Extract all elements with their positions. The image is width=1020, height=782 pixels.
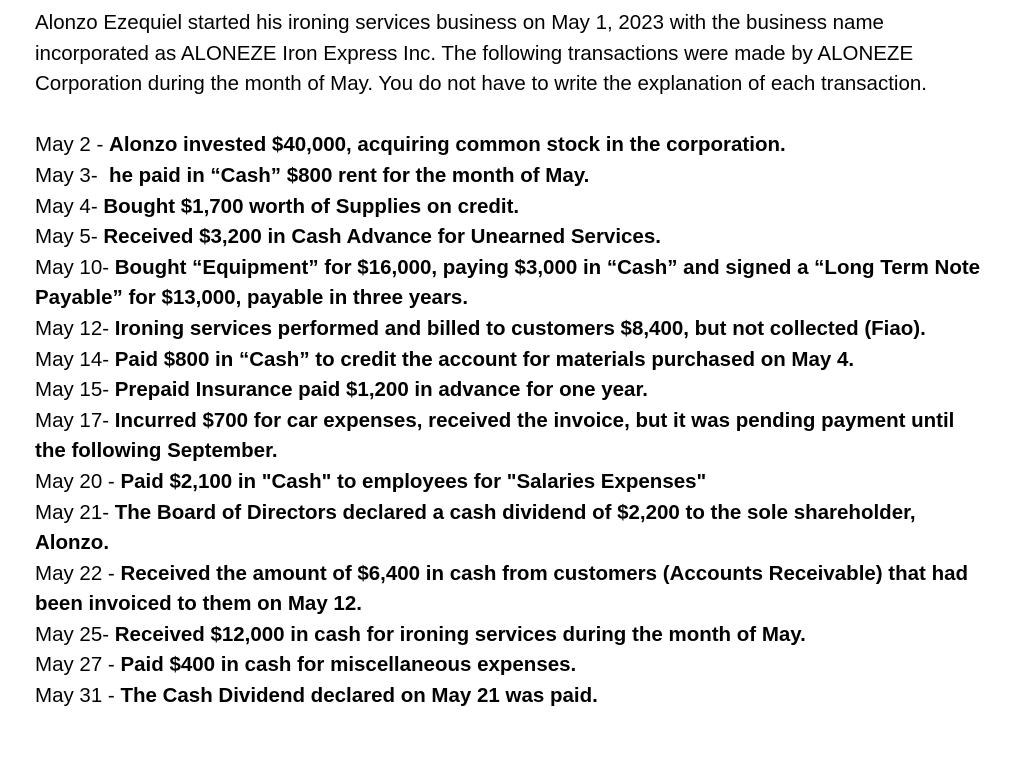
transaction-entry xyxy=(35,559,990,620)
transaction-date: May 25- xyxy=(35,622,115,646)
transaction-description: Received $3,200 in Cash Advance for Unearned Services. xyxy=(103,225,661,249)
transaction-date: May 14- xyxy=(35,347,115,371)
transaction-description: Bought $1,700 worth of Supplies on credit. xyxy=(103,194,520,218)
transaction-description: Alonzo invested $40,000, acquiring common stock in the corporation. xyxy=(109,133,786,157)
transaction-date: May 20 - xyxy=(35,469,121,493)
transaction-description: Received the amount of $6,400 in cash from customers (Accounts Receivable) that had been invoiced to them on May 12. xyxy=(35,561,969,616)
transaction-date: May 31 - xyxy=(35,684,121,708)
transaction-date: May 2 - xyxy=(35,133,110,157)
blank-line xyxy=(35,100,990,131)
transaction-list xyxy=(35,130,990,711)
intro-paragraph: Alonzo Ezequiel started his ironing services business on May 1, 2023 with the business name incorporated as ALONEZE Iron Express Inc. The following transactions were made by ALONEZE Corporation during the month of May. You do not have to write the explanation of each transaction. xyxy=(35,11,927,96)
transaction-description: The Board of Directors declared a cash dividend of $2,200 to the sole shareholder, Alonzo. xyxy=(35,500,916,555)
transaction-date: May 12- xyxy=(35,316,115,340)
transaction-entry xyxy=(35,161,990,192)
transaction-entry xyxy=(35,253,990,314)
transaction-date: May 15- xyxy=(35,378,115,402)
transaction-description: Paid $2,100 in "Cash" to employees for "Salaries Expenses" xyxy=(120,469,707,493)
transaction-description: he paid in “Cash” $800 rent for the month of May. xyxy=(109,163,590,187)
transaction-date: May 4- xyxy=(35,194,104,218)
transaction-entry xyxy=(35,406,990,467)
transaction-date: May 17- xyxy=(35,408,115,432)
transaction-entry xyxy=(35,620,990,651)
transaction-date: May 5- xyxy=(35,225,104,249)
transaction-entry xyxy=(35,650,990,681)
transaction-description: The Cash Dividend declared on May 21 was paid. xyxy=(120,684,598,708)
transaction-description: Paid $400 in cash for miscellaneous expenses. xyxy=(120,653,577,677)
transaction-description: Prepaid Insurance paid $1,200 in advance for one year. xyxy=(114,378,648,402)
transaction-description: Received $12,000 in cash for ironing services during the month of May. xyxy=(114,622,806,646)
transaction-entry xyxy=(35,498,990,559)
transaction-description: Paid $800 in “Cash” to credit the account for materials purchased on May 4. xyxy=(114,347,855,371)
transaction-entry xyxy=(35,130,990,161)
transaction-entry xyxy=(35,467,990,498)
transaction-description: Ironing services performed and billed to customers $8,400, but not collected (Fiao). xyxy=(114,316,926,340)
transaction-date: May 10- xyxy=(35,255,115,279)
transaction-date: May 21- xyxy=(35,500,115,524)
transaction-date: May 27 - xyxy=(35,653,121,677)
transaction-description: Incurred $700 for car expenses, received the invoice, but it was pending payment until the following September. xyxy=(35,408,955,463)
transaction-entry xyxy=(35,192,990,223)
transaction-entry xyxy=(35,375,990,406)
transaction-description: Bought “Equipment” for $16,000, paying $3,000 in “Cash” and signed a “Long Term Note Payable” for $13,000, payable in three years. xyxy=(35,255,981,310)
transaction-entry xyxy=(35,314,990,345)
transaction-date: May 22 - xyxy=(35,561,121,585)
transaction-entry xyxy=(35,222,990,253)
transaction-date: May 3- xyxy=(35,163,110,187)
transaction-entry xyxy=(35,345,990,376)
transaction-entry xyxy=(35,681,990,712)
